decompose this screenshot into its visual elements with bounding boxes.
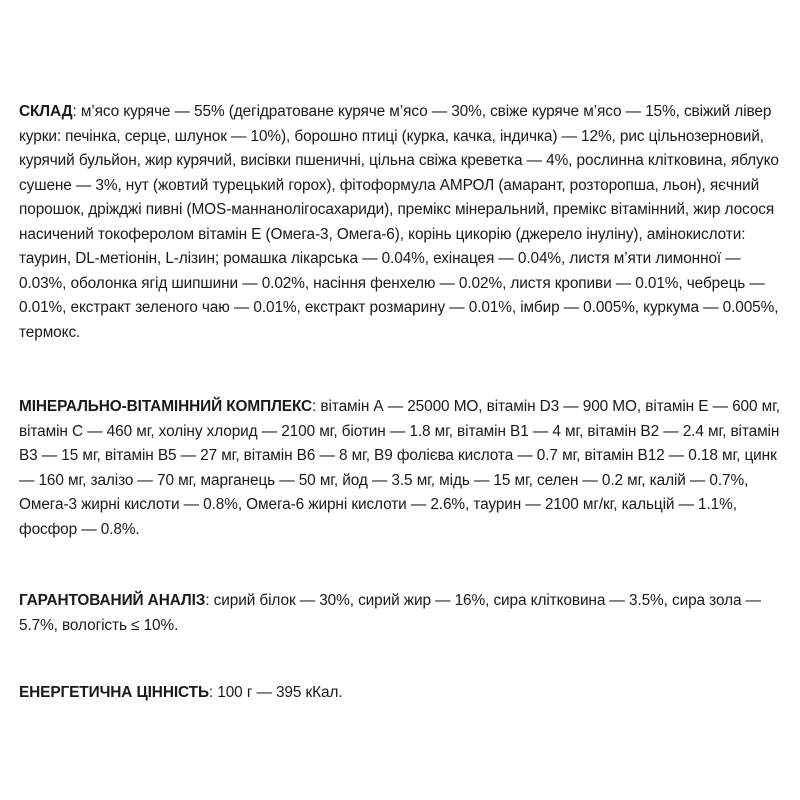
guaranteed-analysis-text: : сирий білок — 30%, сирий жир — 16%, сира клітковина — 3.5%, сира зола — 5.7%, вологість ≤ 10%. [19,592,761,634]
guaranteed-analysis-section [19,589,785,638]
composition-section [19,100,785,345]
energy-value-section [19,681,785,706]
composition-heading: СКЛАД [19,103,73,120]
energy-value-heading: ЕНЕРГЕТИЧНА ЦІННІСТЬ [19,684,209,701]
composition-text: : м’ясо куряче — 55% (дегідратоване куряче м’ясо — 30%, свіже куряче м’ясо — 15%, свіжий лівер курки: печінка, серце, шлунок — 10%), борошно птиці (курка, качка, індичка) — 12%, рис цільнозерновий, курячий бульйон, жир курячий, висівки пшеничні, цільна свіжа креветка — 4%, рослинна клітковина, яблуко сушене — 3%, нут (жовтий турецький горох), фітоформула АМРОЛ (амарант, розторопша, льон), яєчний порошок, дріжджі пивні (MOS-маннанолігосахариди), премікс мінеральний, премікс вітамінний, жир лосося насичений токоферолом вітамін Е (Омега-3, Омега-6), корінь цикорію (джерело інуліну), амінокислоти: таурин, DL-метіонін, L-лізин; ромашка лікарська — 0.04%, ехінацея — 0.04%, листя м’яти лимонної — 0.03%, оболонка ягід шипшини — 0.02%, насіння фенхелю — 0.02%, листя кропиви — 0.01%, чебрець — 0.01%, екстракт зеленого чаю — 0.01%, екстракт розмарину — 0.01%, імбир — 0.005%, куркума — 0.005%, термокс. [19,103,779,341]
mineral-vitamin-complex-text: : вітамін А — 25000 МО, вітамін D3 — 900 МО, вітамін Е — 600 мг, вітамін С — 460 мг, холіну хлорид — 2100 мг, біотин — 1.8 мг, вітамін В1 — 4 мг, вітамін В2 — 2.4 мг, вітамін В3 — 15 мг, вітамін В5 — 27 мг, вітамін В6 — 8 мг, В9 фолієва кислота — 0.7 мг, вітамін В12 — 0.18 мг, цинк — 160 мг, залізо — 70 мг, марганець — 50 мг, йод — 3.5 мг, мідь — 15 мг, селен — 0.2 мг, калій — 0.7%, Омега-3 жирні кислоти — 0.8%, Омега-6 жирні кислоти — 2.6%, таурин — 2100 мг/кг, кальцій — 1.1%, фосфор — 0.8%. [19,398,780,538]
mineral-vitamin-complex-section [19,395,785,542]
guaranteed-analysis-heading: ГАРАНТОВАНИЙ АНАЛІЗ [19,592,206,609]
mineral-vitamin-complex-heading: МІНЕРАЛЬНО-ВІТАМІННИЙ КОМПЛЕКС [19,398,313,415]
energy-value-text: : 100 г — 395 кКал. [208,684,343,701]
